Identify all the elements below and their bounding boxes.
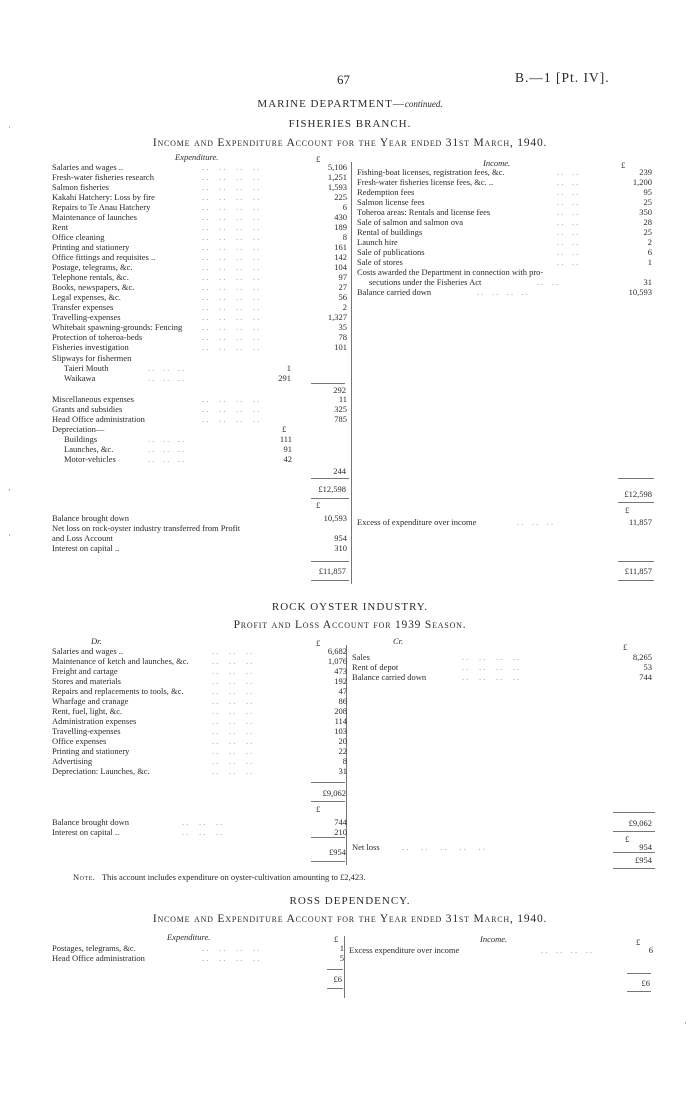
income-costs-line1: Costs awarded the Department in connection with pro-	[357, 267, 544, 277]
net-total-rule	[613, 852, 655, 853]
expenditure-row-label: Head Office administration	[52, 414, 145, 424]
dr-pound-sign: £	[316, 638, 321, 648]
net-total-rule-2	[613, 868, 655, 869]
ross-income-header: Income.	[480, 934, 508, 944]
report-reference: B.—1 [Pt. IV].	[515, 70, 610, 85]
income-row: Fresh-water fisheries license fees, &c. .. . . . . 1,200	[357, 177, 652, 187]
expenditure-row-label: Office cleaning	[52, 232, 105, 242]
cr-row-label: Sales	[352, 652, 370, 662]
dr-row: Freight and cartage . . . . . . 473	[52, 666, 347, 676]
cr-pound-sign: £	[623, 642, 628, 652]
dr-row-label: Office expenses	[52, 736, 107, 746]
cr-total: £9,062	[628, 818, 652, 828]
department-heading	[257, 98, 442, 110]
dr-row-label: Stores and materials	[52, 676, 121, 686]
income-row-label: Toheroa areas: Rentals and license fees	[357, 207, 491, 217]
expenditure-row: Telephone rentals, &c. . . . . . . . . 97	[52, 272, 347, 282]
dr-row-amount: 103	[334, 726, 347, 736]
department-title: MARINE DEPARTMENT—	[257, 98, 405, 110]
income-row-amount: 25	[643, 197, 652, 207]
slipway-row-waikawa: Waikawa . . . . . . 291	[64, 373, 291, 383]
scan-mark: ˙	[8, 125, 11, 135]
expenditure-row: Salmon fisheries . . . . . . . . 1,593	[52, 182, 347, 192]
balance-row-amount: 954	[334, 533, 347, 543]
ross-heading: ROSS DEPENDENCY.	[289, 895, 411, 907]
balance-row	[52, 523, 350, 533]
dr-row: Repairs and replacements to tools, &c. . . . . . . 47	[52, 686, 347, 696]
dr-row-label: Depreciation: Launches, &c.	[52, 766, 150, 776]
expenditure-row: Fresh-water fisheries research . . . . . . . . 1,251	[52, 172, 347, 182]
final-total-rule-r	[618, 561, 654, 562]
exp-pound-sign: £	[316, 154, 321, 164]
income-row: Launch hire . . . . 2	[357, 237, 652, 247]
dr-total-rule	[311, 782, 345, 783]
cr-total-rule	[613, 812, 655, 813]
final-total-rule	[311, 561, 349, 562]
scan-mark: ·	[8, 485, 11, 495]
dr-row: Administration expenses . . . . . . 114	[52, 716, 347, 726]
dr-row-label: Salaries and wages ..	[52, 646, 124, 656]
net-loss-pound: £	[625, 834, 630, 844]
dr-row: Maintenance of ketch and launches, &c. . . . . . . 1,076	[52, 656, 347, 666]
expenditure-row-label: Transfer expenses	[52, 302, 114, 312]
ross-income-row: Excess expenditure over income . . . . . . . . 6	[349, 945, 653, 955]
dr-row: Rent, fuel, light, &c. . . . . . . 208	[52, 706, 347, 716]
expenditure-row-amount: 1,593	[327, 182, 347, 192]
ross-exp-row-label: Postages, telegrams, &c.	[52, 943, 136, 953]
income-row-label: Sale of publications	[357, 247, 425, 257]
depreciation-row: Motor-vehicles . . . . . . 42	[64, 454, 292, 464]
note-label: Note.	[73, 872, 96, 882]
ross-inc-total-rule	[627, 973, 651, 974]
expenditure-row-amount: 8	[342, 232, 347, 242]
scan-mark: ·	[8, 530, 11, 540]
expenditure-row-amount: 142	[334, 252, 347, 262]
income-row-amount: 1,200	[632, 177, 652, 187]
income-row-amount: 239	[639, 167, 652, 177]
exp-total-rule	[311, 478, 349, 479]
oyster-balance-row-label: Balance brought down	[52, 817, 129, 827]
dr-row-label: Repairs and replacements to tools, &c.	[52, 686, 184, 696]
expenditure-row-label: Protection of toheroa-beds	[52, 332, 143, 342]
expenditure-row: Office fittings and requisites .. . . . . . . . . 142	[52, 252, 347, 262]
dr-row-amount: 8	[342, 756, 347, 766]
exp-total-rule-2	[311, 498, 349, 499]
expenditure-row-amount: 56	[338, 292, 347, 302]
dr-row: Stores and materials . . . . . . 192	[52, 676, 347, 686]
cr-row-amount: 8,265	[632, 652, 652, 662]
expenditure-row-amount: 225	[334, 192, 347, 202]
oyster-bal-total: £954	[329, 847, 346, 857]
cr-row-label: Rent of depot	[352, 662, 399, 672]
expenditure-row-amount: 785	[334, 414, 347, 424]
ross-inc-total-rule-2	[627, 991, 651, 992]
depreciation-row-label: Buildings	[64, 434, 98, 444]
dr-row-amount: 1,076	[327, 656, 347, 666]
dr-row: Advertising . . . . . . 8	[52, 756, 347, 766]
expenditure-row-amount: 161	[334, 242, 347, 252]
depreciation-row-amount: 42	[283, 454, 292, 464]
expenditure-row-amount: 430	[334, 212, 347, 222]
expenditure-row-label: Books, newspapers, &c.	[52, 282, 135, 292]
ross-exp-row: Head Office administration . . . . . . . . 5	[52, 953, 344, 963]
page-number: 67	[337, 72, 350, 87]
oyster-balance-row-amount: 744	[334, 817, 347, 827]
expenditure-row-label: Salaries and wages ..	[52, 162, 124, 172]
income-row: Rental of buildings . . . . 25	[357, 227, 652, 237]
depreciation-total: 244	[333, 466, 346, 476]
depreciation-row-label: Launches, &c.	[64, 444, 114, 454]
balance-row-label: and Loss Account	[52, 533, 113, 543]
branch-heading: FISHERIES BRANCH.	[288, 118, 412, 130]
bal-total-rule-2	[311, 861, 345, 862]
dr-row: Office expenses . . . . . . 20	[52, 736, 347, 746]
income-row-amount: 2	[647, 237, 652, 247]
slipway-row-taieri: Taieri Mouth . . . . . . 1	[64, 363, 291, 373]
expenditure-row: Whitebait spawning-grounds: Fencing . . . . . . . . 35	[52, 322, 347, 332]
expenditure-row-label: Telephone rentals, &c.	[52, 272, 129, 282]
income-row-amount: 1	[647, 257, 652, 267]
ross-exp-total-rule	[327, 969, 343, 970]
ross-account-title: Income and Expenditure Account for the Year ended 31st March, 1940.	[152, 913, 548, 925]
oyster-net-total: £954	[635, 855, 652, 865]
dr-row-amount: 86	[338, 696, 347, 706]
depreciation-row: Buildings . . . . . . 111	[64, 434, 292, 444]
expenditure-row-amount: 27	[338, 282, 347, 292]
expenditure-row-label: Fresh-water fisheries research	[52, 172, 154, 182]
expenditure-row-label: Grants and subsidies	[52, 404, 123, 414]
dr-row: Depreciation: Launches, &c. . . . . . . 31	[52, 766, 347, 776]
income-row: Sale of stores . . . . 1	[357, 257, 652, 267]
balance-row-label: Interest on capital ..	[52, 543, 120, 553]
income-row-amount: 350	[639, 207, 652, 217]
dr-row-label: Advertising	[52, 756, 93, 766]
dr-row-amount: 208	[334, 706, 347, 716]
expenditure-total: £12,598	[318, 484, 346, 494]
slipways-label: Slipways for fishermen	[52, 353, 132, 363]
expenditure-row: Protection of toheroa-beds . . . . . . . . 78	[52, 332, 347, 342]
expenditure-row-amount: 35	[338, 322, 347, 332]
final-total-rule-2	[311, 580, 349, 581]
dr-row: Salaries and wages .. . . . . . . 6,682	[52, 646, 347, 656]
oyster-heading: ROCK OYSTER INDUSTRY.	[271, 601, 429, 613]
dr-total-rule-2	[311, 801, 345, 802]
income-row: Sale of salmon and salmon ova . . . . 28	[357, 217, 652, 227]
expenditure-row: Kakahi Hatchery: Loss by fire . . . . . . . . 225	[52, 192, 347, 202]
income-row-label: Rental of buildings	[357, 227, 423, 237]
balance-row-amount: 310	[334, 543, 347, 553]
income-row-amount: 6	[647, 247, 652, 257]
income-row-label: Fresh-water fisheries license fees, &c. ..	[357, 177, 494, 187]
expenditure-row-label: Legal expenses, &c.	[52, 292, 121, 302]
depreciation-row: Launches, &c. . . . . . . 91	[64, 444, 292, 454]
dr-row-amount: 22	[338, 746, 347, 756]
expenditure-row: Head Office administration . . . . . . . . 785	[52, 414, 347, 424]
balance-row	[52, 533, 350, 543]
dr-row-label: Administration expenses	[52, 716, 137, 726]
oyster-note	[73, 872, 366, 882]
inc-total-rule	[618, 478, 654, 479]
oyster-account-title: Profit and Loss Account for 1939 Season.	[233, 619, 467, 631]
expenditure-row: Repairs to Te Anau Hatchery . . . . . . . . 6	[52, 202, 347, 212]
balance-row-amount: 10,593	[323, 513, 347, 523]
dr-row-amount: 192	[334, 676, 347, 686]
income-row-amount: 28	[643, 217, 652, 227]
expenditure-row-amount: 325	[334, 404, 347, 414]
final-total-left: £11,857	[318, 566, 346, 576]
expenditure-row: Fisheries investigation . . . . . . . . 101	[52, 342, 347, 352]
balance-row-label: Balance brought down	[52, 513, 129, 523]
expenditure-row: Maintenance of launches . . . . . . . . 430	[52, 212, 347, 222]
slipways-total: 292	[333, 385, 346, 395]
dr-row-amount: 114	[334, 716, 347, 726]
ross-column-divider	[344, 936, 345, 998]
note-text: This account includes expenditure on oyster-cultivation amounting to £2,423.	[101, 872, 366, 882]
ross-exp-total-rule-2	[327, 988, 343, 989]
dr-header: Dr.	[91, 636, 102, 646]
expenditure-row: Office cleaning . . . . . . . . 8	[52, 232, 347, 242]
expenditure-row-amount: 189	[334, 222, 347, 232]
dr-row-label: Wharfage and cranage	[52, 696, 129, 706]
department-continued: continued.	[404, 99, 443, 109]
expenditure-header: Expenditure.	[175, 152, 219, 162]
expenditure-row-amount: 78	[338, 332, 347, 342]
dr-row-label: Printing and stationery	[52, 746, 130, 756]
expenditure-row-amount: 101	[334, 342, 347, 352]
income-header: Income.	[483, 158, 511, 168]
expenditure-row: Postage, telegrams, &c. . . . . . . . . 104	[52, 262, 347, 272]
inc-total-rule-2	[618, 502, 654, 503]
balance-row	[52, 543, 350, 553]
oyster-balance-row: Interest on capital .. . . . . . . 210	[52, 827, 347, 837]
expenditure-row: Miscellaneous expenses . . . . . . . . 11	[52, 394, 347, 404]
dr-row: Travelling-expenses . . . . . . 103	[52, 726, 347, 736]
expenditure-row-amount: 6	[342, 202, 347, 212]
income-row-label: Launch hire	[357, 237, 398, 247]
dr-row-label: Travelling-expenses	[52, 726, 121, 736]
income-row-label: Sale of salmon and salmon ova	[357, 217, 463, 227]
cr-row: Sales . . . . . . . . 8,265	[352, 652, 652, 662]
oyster-balance-row: Balance brought down . . . . . . 744	[52, 817, 347, 827]
net-loss-row: Net loss . . . . . . . . . . 954	[352, 842, 652, 852]
expenditure-row: Rent . . . . . . . . 189	[52, 222, 347, 232]
ross-exp-row: Postages, telegrams, &c. . . . . . . . . 1	[52, 943, 344, 953]
dr-row-amount: 47	[338, 686, 347, 696]
income-total: £12,598	[624, 489, 652, 499]
cr-row-label: Balance carried down	[352, 672, 427, 682]
oyster-bal-pound: £	[316, 804, 321, 814]
expenditure-row-label: Whitebait spawning-grounds: Fencing	[52, 322, 183, 332]
expenditure-row-amount: 2	[342, 302, 347, 312]
expenditure-row: Printing and stationery . . . . . . . . 161	[52, 242, 347, 252]
income-balance-row: Balance carried down . . . . . . . . 10,593	[357, 287, 652, 297]
depreciation-pound: £	[282, 424, 287, 434]
ross-inc-total: £6	[641, 978, 650, 988]
expenditure-row-label: Maintenance of launches	[52, 212, 137, 222]
cr-row: Balance carried down . . . . . . . . 744	[352, 672, 652, 682]
expenditure-row-label: Repairs to Te Anau Hatchery	[52, 202, 151, 212]
inc-pound-sign: £	[621, 160, 626, 170]
oyster-balance-row-label: Interest on capital ..	[52, 827, 120, 837]
expenditure-row-label: Salmon fisheries	[52, 182, 109, 192]
expenditure-row: Transfer expenses . . . . . . . . 2	[52, 302, 347, 312]
bal-total-rule	[311, 837, 345, 838]
cr-header: Cr.	[393, 636, 404, 646]
income-row-label: Salmon license fees	[357, 197, 425, 207]
dr-row: Wharfage and cranage . . . . . . 86	[52, 696, 347, 706]
dr-row-label: Rent, fuel, light, &c.	[52, 706, 123, 716]
ross-expenditure-header: Expenditure.	[167, 932, 211, 942]
dr-row-amount: 20	[338, 736, 347, 746]
ross-exp-total: £6	[333, 974, 342, 984]
income-row-amount: 95	[643, 187, 652, 197]
ross-inc-pound: £	[636, 937, 641, 947]
scan-mark: ·	[684, 1018, 687, 1028]
bal-pound-sign: £	[316, 500, 321, 510]
cr-row-amount: 53	[643, 662, 652, 672]
dr-row-amount: 6,682	[327, 646, 347, 656]
expenditure-row-label: Postage, telegrams, &c.	[52, 262, 133, 272]
expenditure-row-amount: 97	[338, 272, 347, 282]
expenditure-row-label: Travelling-expenses	[52, 312, 121, 322]
fisheries-account-title: Income and Expenditure Account for the Year ended 31st March, 1940.	[152, 137, 548, 149]
income-row: Fishing-boat licenses, registration fees, &c. . . . . 239	[357, 167, 652, 177]
dr-row-amount: 473	[334, 666, 347, 676]
dr-total: £9,062	[322, 788, 346, 798]
expenditure-row: Salaries and wages .. . . . . . . . . 5,106	[52, 162, 347, 172]
balance-row	[52, 513, 350, 523]
expenditure-row-label: Printing and stationery	[52, 242, 130, 252]
expenditure-row-amount: 1,327	[327, 312, 347, 322]
depreciation-row-amount: 91	[283, 444, 292, 454]
income-row: Sale of publications . . . . 6	[357, 247, 652, 257]
expenditure-row: Books, newspapers, &c. . . . . . . . . 27	[52, 282, 347, 292]
income-row: Toheroa areas: Rentals and license fees . . . . 350	[357, 207, 652, 217]
depreciation-row-amount: 111	[279, 434, 292, 444]
income-row-label: Sale of stores	[357, 257, 403, 267]
excess-row: Excess of expenditure over income . . . . . . 11,857	[357, 517, 652, 527]
expenditure-row: Legal expenses, &c. . . . . . . . . 56	[52, 292, 347, 302]
expenditure-row-amount: 11	[338, 394, 347, 404]
expenditure-row-label: Rent	[52, 222, 69, 232]
ross-exp-pound: £	[334, 934, 339, 944]
expenditure-row-amount: 1,251	[327, 172, 347, 182]
income-row-label: Fishing-boat licenses, registration fees, &c.	[357, 167, 505, 177]
dr-row-label: Freight and cartage	[52, 666, 118, 676]
income-row: Redemption fees . . . . 95	[357, 187, 652, 197]
expenditure-row-label: Kakahi Hatchery: Loss by fire	[52, 192, 155, 202]
oyster-balance-row-amount: 210	[334, 827, 347, 837]
cr-row-amount: 744	[639, 672, 652, 682]
income-row-amount: 25	[643, 227, 652, 237]
depreciation-label: Depreciation—	[52, 424, 105, 434]
expenditure-row-label: Office fittings and requisites ..	[52, 252, 156, 262]
income-row: Salmon license fees . . . . 25	[357, 197, 652, 207]
dr-row-label: Maintenance of ketch and launches, &c.	[52, 656, 189, 666]
expenditure-row-label: Fisheries investigation	[52, 342, 129, 352]
excess-pound-sign: £	[625, 505, 630, 515]
dr-row: Printing and stationery . . . . . . 22	[52, 746, 347, 756]
cr-total-rule-2	[613, 831, 655, 832]
slipways-rule	[311, 383, 345, 384]
income-row-label: Redemption fees	[357, 187, 415, 197]
depreciation-row-label: Motor-vehicles	[64, 454, 116, 464]
income-costs-line2: secutions under the Fisheries Act . . . . 31	[369, 277, 652, 287]
ross-exp-row-amount: 5	[339, 953, 344, 963]
balance-row-label: Net loss on rock-oyster industry transferred from Profit	[52, 523, 241, 533]
final-total-rule-r2	[618, 580, 654, 581]
cr-row: Rent of depot . . . . . . . . 53	[352, 662, 652, 672]
ross-exp-row-amount: 1	[339, 943, 344, 953]
expenditure-row-amount: 104	[334, 262, 347, 272]
final-total-right: £11,857	[624, 566, 652, 576]
expenditure-row-label: Miscellaneous expenses	[52, 394, 134, 404]
expenditure-row-amount: 5,106	[327, 162, 347, 172]
expenditure-row: Travelling-expenses . . . . . . . . 1,327	[52, 312, 347, 322]
expenditure-row: Grants and subsidies . . . . . . . . 325	[52, 404, 347, 414]
ross-exp-row-label: Head Office administration	[52, 953, 145, 963]
dr-row-amount: 31	[338, 766, 347, 776]
